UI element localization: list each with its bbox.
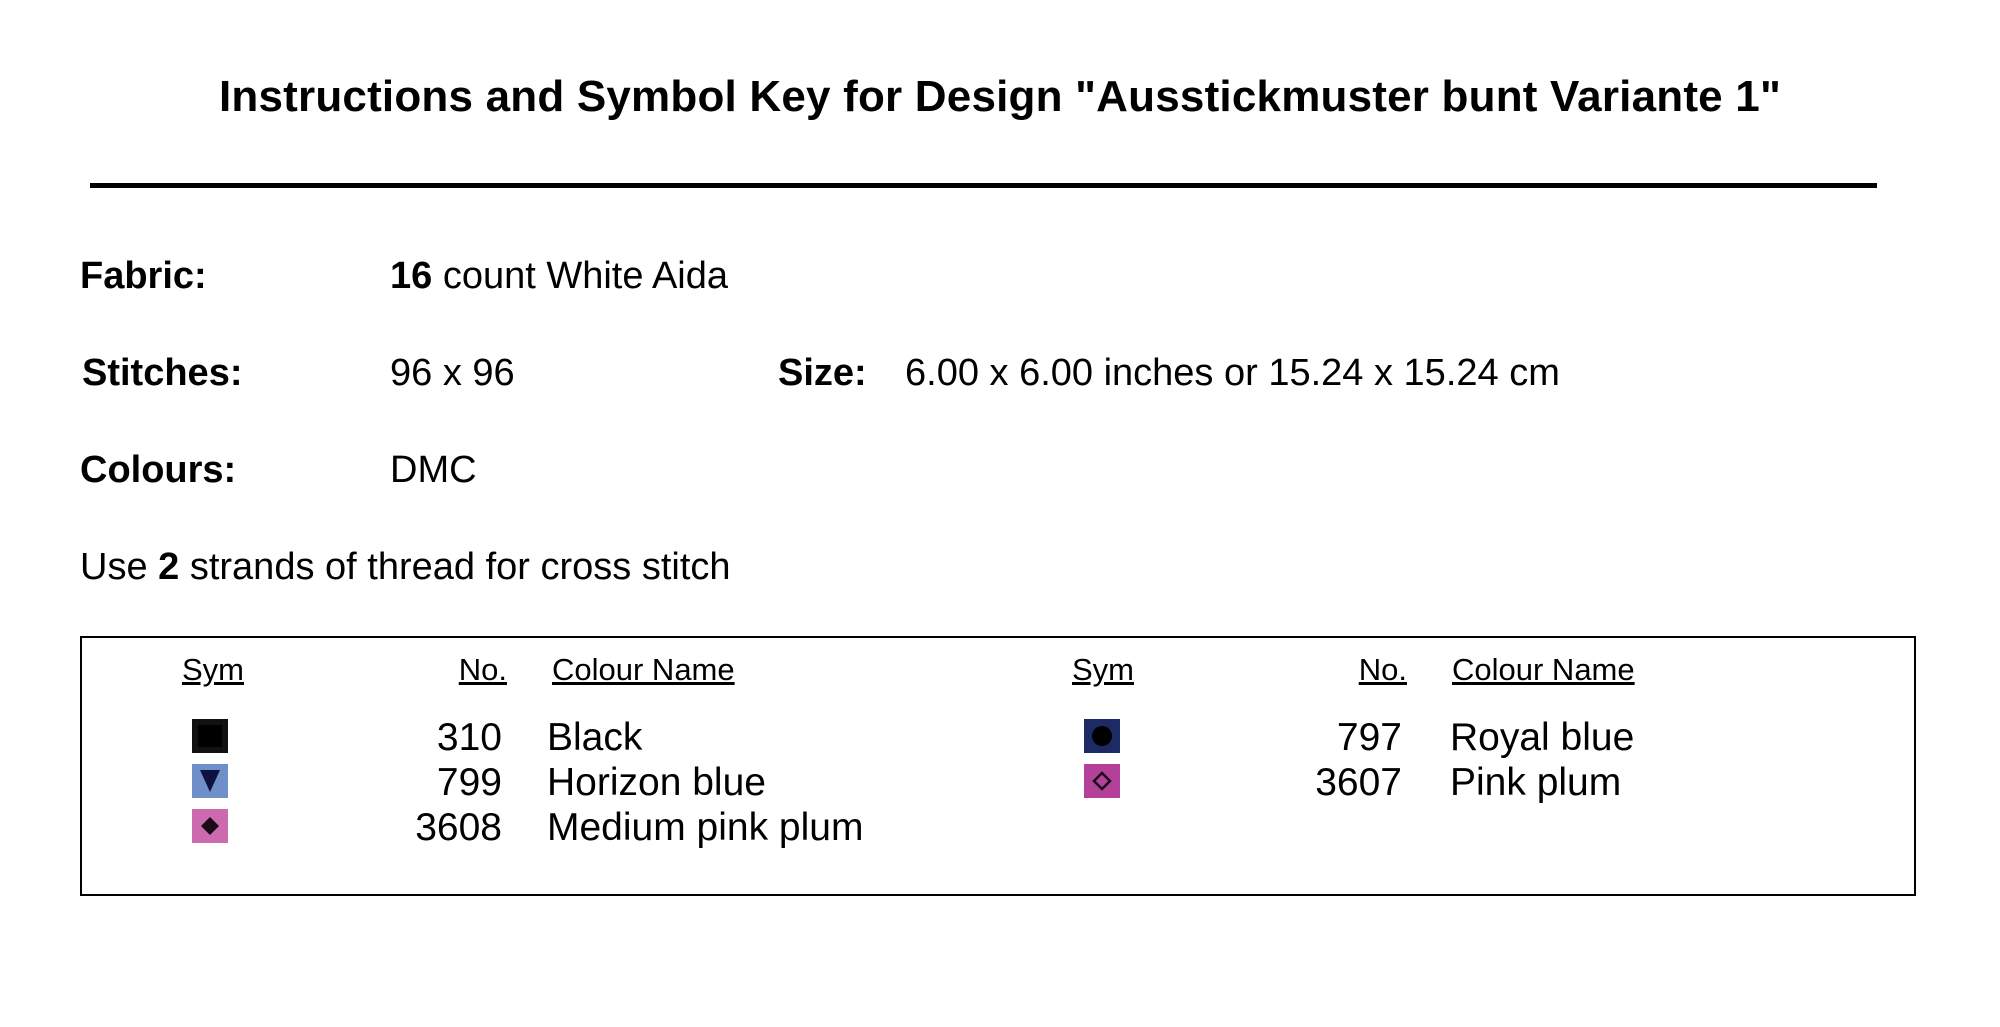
filled-square-icon: [192, 719, 228, 753]
key-row-no: 3607: [1315, 761, 1402, 804]
header-no-left: No.: [458, 652, 507, 687]
key-row-name: Medium pink plum: [547, 806, 864, 849]
strands-count: 2: [158, 546, 180, 588]
stitches-value: 96 x 96: [390, 352, 515, 394]
page-title: Instructions and Symbol Key for Design "Ausstickmuster bunt Variante 1": [218, 72, 1782, 121]
key-row-name: Royal blue: [1450, 716, 1635, 759]
header-colour-name-right: Colour Name: [1452, 652, 1635, 687]
diamond-icon: [192, 809, 228, 843]
key-row-no: 799: [436, 761, 502, 804]
header-sym-right: Sym: [1072, 652, 1134, 687]
down-triangle-icon: [192, 764, 228, 798]
header-colour-name-left: Colour Name: [552, 652, 735, 687]
strands-instruction: [80, 546, 731, 589]
colours-value: DMC: [390, 449, 477, 491]
fabric-count: 16: [390, 255, 433, 297]
key-row-name: Black: [547, 716, 643, 759]
fabric-text: count White Aida: [432, 255, 729, 297]
key-row-no: 3608: [415, 806, 502, 849]
strands-suffix: strands of thread for cross stitch: [179, 546, 731, 588]
fabric-label: Fabric:: [80, 255, 207, 297]
hollow-diamond-icon: [1084, 764, 1120, 798]
key-row-name: Pink plum: [1450, 761, 1622, 804]
fabric-value: [390, 255, 728, 298]
stitches-label: Stitches:: [82, 352, 243, 394]
size-value: 6.00 x 6.00 inches or 15.24 x 15.24 cm: [905, 352, 1560, 394]
key-row-name: Horizon blue: [547, 761, 766, 804]
header-no-right: No.: [1358, 652, 1407, 687]
symbol-key-table: [80, 636, 1916, 896]
size-label: Size:: [778, 352, 867, 394]
key-row-no: 310: [436, 716, 502, 759]
colours-label: Colours:: [80, 449, 237, 491]
title-divider: [90, 183, 1877, 188]
header-sym-left: Sym: [182, 652, 244, 687]
strands-prefix: Use: [80, 546, 159, 588]
key-row-no: 797: [1336, 716, 1402, 759]
filled-circle-icon: [1084, 719, 1120, 753]
